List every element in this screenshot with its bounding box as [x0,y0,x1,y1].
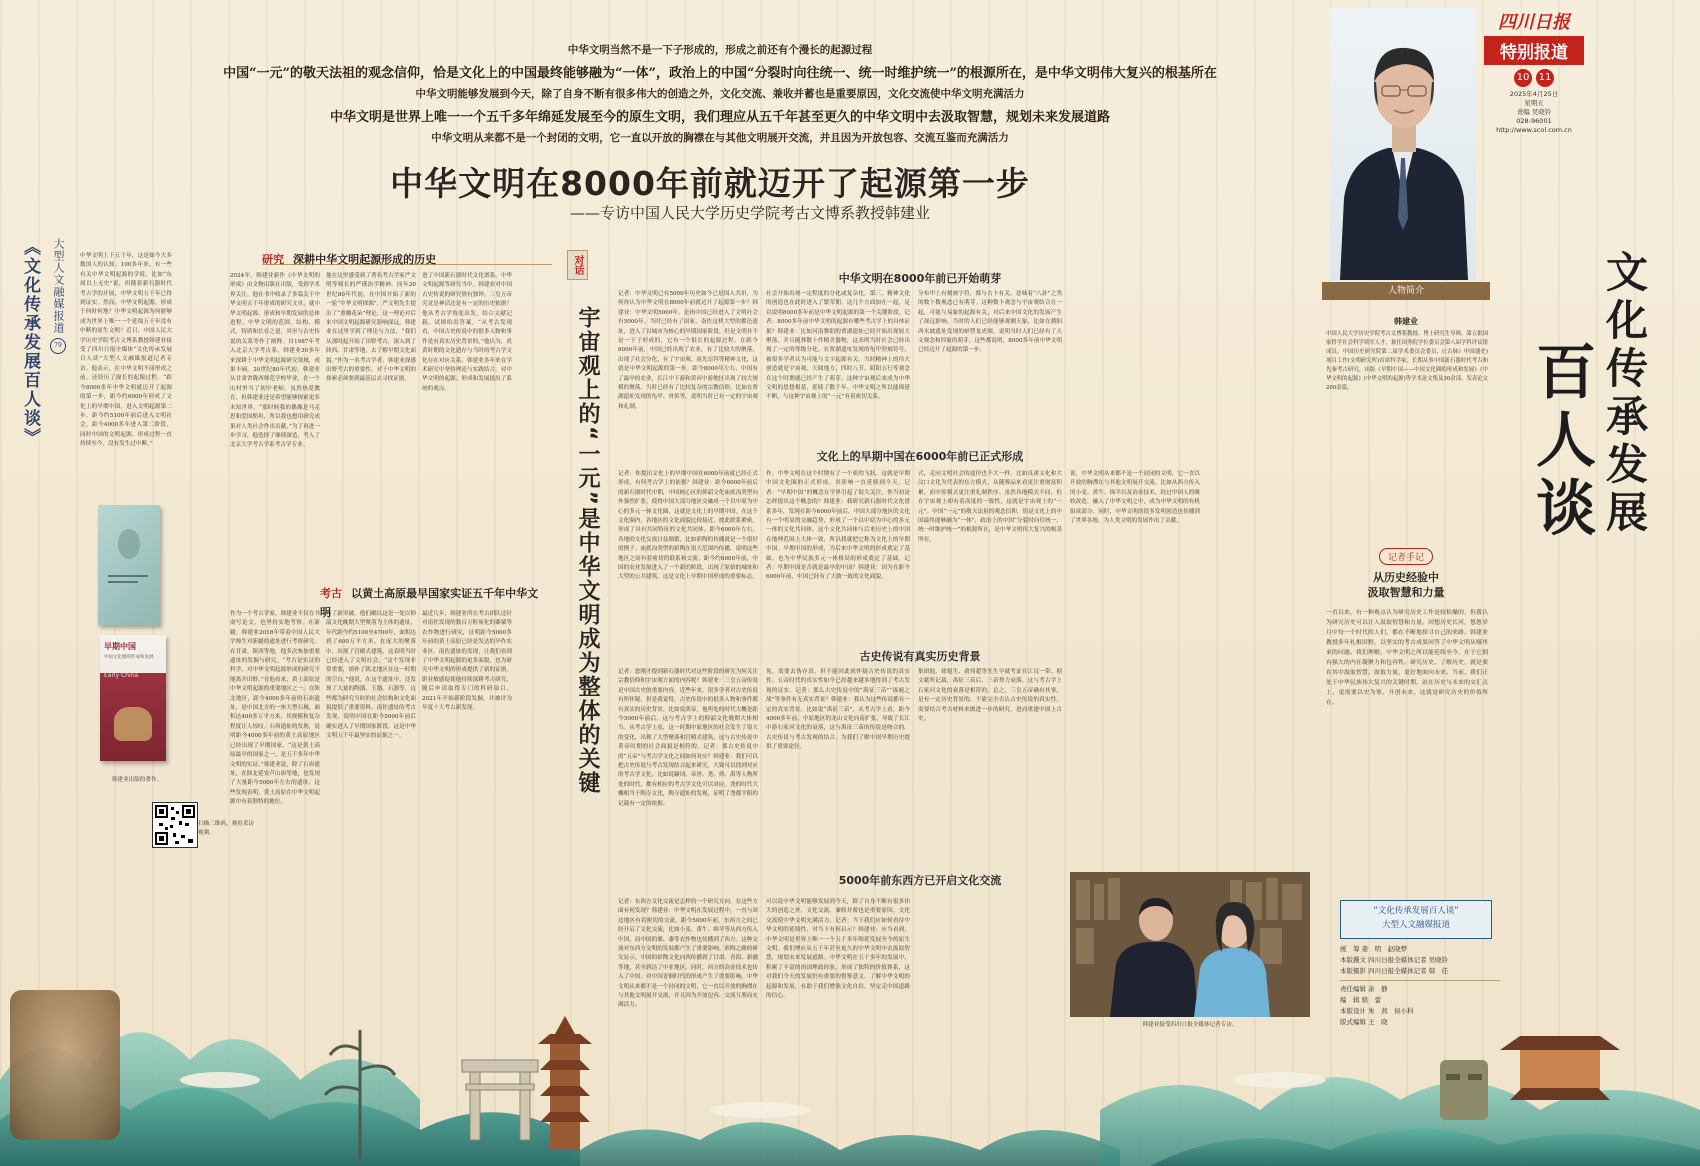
page-number-left: 10 [1514,69,1532,87]
intro-line-3: 中华文明能够发展到今天，除了自身不断有很多伟大的创造之外，文化交流、兼收并蓄也是重要原因，文化交流使中华文明充满活力 [415,88,1025,100]
credit-2: 本版撰文 四川日报全媒体记者 吴晓铃 [1340,956,1449,964]
issue-phone: 028-96001 [1516,117,1552,125]
credits-box-line1: “文化传承发展百人谈” [1373,906,1459,916]
dialogue-col-6: 作，中华文明在这个时期有了一个质的飞跃。这就是早期中国文化圈的正式形成，其影响一直延续到今天。记者：“早期中国”的概念在学界引起了很大关注，你当初是怎样提出这个概念的？韩建业：我研究新石器时代文化谱系多年，发现在距今6000年前后，中国大部分地区的文化有一个明显的交融趋势，形成了一个以中原为中心的多元一体的文化共同体。这个文化共同体与后来历史上的中国在地理范围上大体一致，所以我就把它称为文化上的早期中国。早期中国的形成，为后来中华文明的形成奠定了基础，也为中华民族多元一体格局的形成奠定了基础。记者：早期中国是否就是最早的中国？韩建业：因为在距今6000年前，中国已经有了大致一致的文化面貌。 [766,471,910,581]
dialogue-col-1: 记者：中华文明已有5000年历史如今已是国人共识，为何你认为中华文明在8000年前就迈开了起源第一步？韩建业：中华文明5000年，是指中国已经进入了文明社会有5000年。当时已经有了国家，南佐这样大型的都邑遗址，进入了以城市为核心的早期国家阶段。但是文明并不是一下子形成的，它有一个很长的起源过程。在距今8000年前，中国已经出现了农业，有了比较大的聚落，出现了社会分化，有了宇宙观、祖先崇拜等精神文化，这就是中华文明起源的第一步。距今8000年左右，中国有了最早的农业，长江中下游和黄河中游地区出现了较大规模的聚落。当时已经有了比较复杂的宗教信仰，比如在贾湖遗址发现的龟甲、骨笛等，说明当时已有一定的宇宙观和礼制。 [618,291,758,410]
duihua-badge [567,250,589,310]
body-col-2: 他在这里感受到了著名考古学家严文明等师长的严谨治学精神。同年20世纪80年代初，在中国开始了新的一轮“中华文明探源”，严文明先生提出了“重瓣花朵”理论，这一理论对后来中国文明起源研究影响深远。韩建业在这里学到了理论与方法，“我们从那时起开始了田野考古，深入到了陕西、甘肃等地，去了解早期文化面貌。”作为一名考古学者，韩建业深感田野考古的重要性，对于中华文明的探索必须要到最基层去寻找证据。 [326,273,416,383]
series-vertical-subtitle: 大型人文融媒报道 [52,238,65,334]
credit-6: 本版设计 朱 茜 侯小科 [1340,1007,1414,1015]
landscape-decoration [0,960,1700,1166]
book2-english: Early China [104,672,139,679]
section-yanjiu-header [262,248,552,265]
profile-name: 韩建业 [1394,317,1418,326]
jizhe-tag: 记者手记 [1379,548,1433,565]
calligraphy-line2: 百人谈 [1526,340,1596,544]
jizhe-badge [1356,545,1456,563]
dialogue-col-7: 免，需要去伪存真。但不能因此就怀疑古史传说的真实性。五帝时代的真实性如今已经越来越多地得到了考古发现的证实。记者：那么古史传说中的“禹征三苗”“涿鹿之战”等事件有无真实背景？韩建业：我认为这些传说都有一定的真实背景。比如说“禹征三苗”，从考古学上看，距今4000多年前，中原地区的龙山文化向南扩张，导致了长江中游石家河文化的衰落，这与禹征三苗的传说是吻合的。古史传说与考古发现的结合，为我们了解中国早期历史提供了重要途径。 [766,669,910,751]
credits-box [1340,900,1492,939]
book2-subtitle: 中国文化圈的形成和发展 [104,655,154,660]
profile-text: 中国人民大学历史学院考古文博系教授、博士研究生导师，第五批国家哲学社会科学领军人才，兼任国务院学位委员会第八届学科评议组成员、中国历史研究院第二届学术委员会委员、(《古脉》中国通史)项目工作(文明研究所)首席科学家。长期从事中国新石器时代考古和先秦考古研究，出版《早期中国——中国文化圈的形成和发展》《中华文明的起源》(中华文明的起源)等学术论文集及30余部。发表论文200余篇。 [1326,331,1488,391]
series-number: 79 [50,338,66,354]
jizhe-text: 一直以来，有一种观点认为研究历史工作是较枯燥的，但我认为研究历史可以让人汲取智慧和力量。回想历史长河，悠悠岁月中每一个时代的人们，都在不断地探寻自己的来路。韩建业教授多年扎根田野，以坚实的考古成果回答了中华文明从哪里来的问题。我们理解，中华文明之所以能延续至今，在于它拥有强大的内在凝聚力和包容性。研究历史、了解历史，就是要在其中汲取智慧、汲取力量，更好地面向未来。当前，我们正处于中华民族伟大复兴的关键时期，站在历史与未来的交汇点上，更需要以史为鉴、开创未来。这就是研究历史的价值所在。 [1326,610,1488,706]
left-intro-text: 中华文明上下五千年，这是如今大多数国人的认知。100多年来，有一些有关中华文明起源的学说，比如“东周以上无史”说，但随着新石器时代考古学的开展，中华文明五千年已得到证实。然而，中华文明起源，形成于何时何地？中华文明起源为何能够成为世界上唯一一个延绵五千年没有中断的原生文明？近日，中国人民大学历史学院考古文博系教授韩建业接受了四川日报全媒体“文化传承发展百人谈”大型人文融媒报道记者专访。他表示，在中华文明不同形成之前，还经历了漫长的起源过程。“距今8000多年中华文明就迈开了起源的第一步，距今约6000年形成了文化上的早期中国，进入文明起源第二步，距今约5100年前后进入文明社会，距今4000多年进入第二阶段，同时中国的文明起源、形成过程一直持续至今，没有发生过中断。” [80,253,172,448]
credit-4: 责任编辑 余 静 [1340,985,1388,993]
dialogue-col-9: 分布甲上有刻画字符，都与占卜有关，意味着“八卦”之类的数卜数观念已有萌芽。这种数卜观念与宇宙观结合在一起，可能与易象的起源有关，对后来中国文化的发展产生了深远影响。当时的人们已经能够观测天象，比如在濮阳西水坡遗址发现的蚌塑龙虎图，说明当时人们已经有了天文观念和四象的萌芽。这些都说明，8000多年前中华文明已经迈开了起源的第一步。 [918,291,1062,354]
jizhe-title-line2: 汲取智慧和力量 [1367,586,1445,599]
profile-label: 人物简介 [1322,282,1490,300]
dialogue-col-4: 记者：东西方文化交流是怎样的一个研究方向，在这些方面有何发现？韩建业：中华文明在发展过程中，一直与周边地区有着密切的交流。距今5000年前，东西方之间已经开启了文化交流，比如小麦、黄牛、绵羊等从西方传入中国，而中国的粟、黍等农作物也传播到了西方。这种交流对东西方文明的发展都产生了重要影响。彩陶之路的研究显示，中国的彩陶文化向西传播到了甘肃、青海、新疆等地，甚至到达了中亚地区。同时，西方的冶金技术也传入了中国，对中国青铜时代的形成产生了重要影响。中华文明从来都不是一个封闭的文明，它一直以开放的胸襟在与其他文明展开交流，并且因为开放包容、交流互鉴而充满活力。 [618,899,758,1009]
dialogue-col-3: 记者：您刚才提到新石器时代对这些阶段的研究为何关注宗教信仰和宇宙观方面的内容呢？韩建业：三皇五帝传说是中国古史的重要内容，近些年来，很多学者对古史传说有所怀疑，但是我觉得，古史传说中的很多人物和事件都有真实的历史背景。比如说黄帝，他所处的时代大概是距今5000年前后，这与考古学上的仰韶文化晚期大体相当。从考古学上看，这一时期中原地区的社会发生了很大的变化，出现了大型聚落和宫殿式建筑，这与古史传说中黄帝时期的社会面貌是相符的。记者：那古史传说中的“五帝”与考古学文化之间如何对应？韩建业：我们可以把古史传说与考古发现结合起来研究，大致可以找到对应的考古学文化。比如说颛顼、帝喾、尧、舜、禹等人物所处的时代，都有相应的考古学文化可以对应。尧的时代大概相当于陶寺文化，陶寺遗址的发现，证明了尧都平阳的记载有一定的依据。 [618,669,758,807]
issue-date: 2025年4月25日 [1509,90,1559,98]
body-col-6: 有了新突破。他们确认这是一处以仰韶文化晚期大型聚落为主体的遗址，年代距今约5100至4700年，面积达到了600万平方米。在庞大的聚落中，出现了宫殿式建筑，这表明当时已经进入了文明社会。“这个发现非常重要，填补了陕北地区在这一时期的空白。”他说，在这个遗址中，还发现了大量的陶器、玉器、石器等，这些都为研究当时的社会结构和文化面貌提供了重要资料。南佐遗址的考古发现，说明中国在距今5000年前后确实进入了早期国家阶段，这是中华文明五千年最坚实的证据之一。 [326,611,416,740]
jizhe-title-line1: 从历史经验中 [1373,571,1439,584]
duihua-vertical-title: 宇宙观上的“一元”是中华文明成为整体的关键 [575,306,600,795]
credit-7: 版式编辑 王 晓 [1340,1018,1388,1026]
dialogue-col-2: 记者：你提出文化上的早期中国在6000年前就已经正式形成，有何考古学上的依据？韩建业：距今6000年前后的新石器时代中期，中国核心区的仰韶文化庙底沟类型向外强烈扩张，使得中国大部分地区交融成一个以中原为中心的多元一体文化圈，这就是文化上的早期中国。在这个文化圈内，各地区的文化面貌比较接近，彼此联系紧密，形成了具有共同特征的文化共同体。距今6000年左右，各地的文化交流日益频繁，比如彩陶的传播就是一个很好的例子。庙底沟类型的彩陶在很大范围内传播，说明这些地区之间有着密切的联系和交流。距今约6000年前，中国的农业发展进入了一个新的阶段，出现了原始的城址和大型的公共建筑，这是文化上早期中国形成的重要标志。 [618,471,758,581]
dialogue-col-8: 可以说中华文明能够发展到今天，除了自身不断有很多伟大的创造之外，文化交流、兼收并蓄也是重要原因。文化交流使中华文明充满活力。记者：当下我们应如何看待中华文明的延续性，对当下有何启示？韩建业：应当看到，中华文明是世界上唯一一个五千多年绵延发展至今的原生文明。我们理应从五千年甚至更久的中华文明中去汲取智慧，规划未来发展道路。中华文明在五千多年的发展中，积累了丰富的治国理政经验，形成了独特的价值体系，这对我们今天的发展仍有重要的借鉴意义。了解中华文明的起源和发展，有助于我们增强文化自信，坚定走中国道路的信心。 [766,899,910,1000]
portrait-illustration [1330,8,1476,280]
body-col-1: 2024年，韩建业新作《中华文明的形成》由文物出版社出版，受到学术界关注。他在书中收录了多篇关于中华文明五千年形成的研究文章，就中华文明起源、形成和早期发展的总体进程，中华文明的范围、结构、模式、特质和长存之道，其至与古史传说的关系等作了阐释。自1987年考入北京大学考古系，韩建业30多年来深耕于中华文明起源研究领域，成果丰硕。20世纪80年代初，韩建业从甘肃省陇西师范学校毕业，在一个山村里当了初中老师。虽然热爱教育，但韩建业还是希望能够探索更多未知世界。“那时候我的偶像是马克思和爱因斯坦，所以我也想用研究成果对人类社会作出贡献。”为了再进一步学习，他选择了继续深造，考入了北京大学考古学系考古学专业。 [230,273,320,449]
oracle-bone-decoration [10,990,120,1140]
book-cover-2 [100,635,166,761]
issue-editor: 责编 吴晓铃 [1516,108,1552,116]
subhead-3: 古史传说有真实历史背景 [859,650,981,663]
credits-box-line2: 大型人文融媒报道 [1381,920,1450,930]
body-col-3: 进了中国新石器时代文化谱系、中华文明起源等研究当中。韩建业对中国古史传说的研究情有独钟。三皇五帝究竟是神话还是有一定的历史依据？他从考古学角度出发，结合文献记载，试图给出答案。“从考古发现看，中国古史传说中的很多人物和事件是有真实历史背景的。”他认为，炎黄时期的文化遗存与当时的考古学文化存在对应关系。韩建业多年来在学术研究中坚持理论与实践结合，对中华文明的起源、形成和发展提出了系统的观点。 [422,273,512,392]
interview-photo-caption: 韩建业接受四川日报全媒体记者专访。 [1142,1022,1238,1028]
section-yanjiu-tag: 研究 [262,253,284,266]
subhead-1: 中华文明在8000年前已开始萌芽 [838,272,1002,285]
subhead-2: 文化上的早期中国在6000年前已正式形成 [816,450,1024,463]
book2-title: 早期中国 [104,642,136,651]
dialogue-col-11: 集团他，徐旭生、俞伟超等先生早就考证在江汉一带。据文献所记载，禹征三苗后，三苗势力衰落，这与考古学上石家河文化的衰落是相符的。总之，三皇五帝确有其事，是有一定历史背景的，不能完全否认古史传说的真实性，需要结合考古材料来做进一步的研究，进而重建中国上古史。 [918,669,1062,723]
series-vertical-sub-block [50,238,72,618]
qr-code-icon [153,803,197,847]
series-vertical-title: 《文化传承发展百人谈》 [20,238,40,447]
page-number-right: 11 [1536,69,1554,87]
intro-line-5: 中华文明从来都不是一个封闭的文明，它一直以开放的胸襟在与其他文明展开交流，并且因为开放包容、交流互鉴而充满活力 [431,132,1009,144]
paper-name: 四川日报 [1498,12,1570,33]
qr-caption: 扫描二维码，观看采访视频。 [198,821,254,836]
credit-5: 编 辑 骆 蕾 [1340,996,1382,1004]
section-kaogu-tag: 考古 [320,587,342,600]
issue-web[interactable]: http://www.scol.com.cn [1496,126,1572,134]
dialogue-col-12: 说，中华文明从来都不是一个封闭的文明，它一直以开放的胸襟在与其他文明展开交流。比如从西方传入的小麦、黄牛、绵羊以及冶金技术，经过中国人的吸收改造，融入了中华文明之中，成为中华文明的有机组成部分。同时，中华文明的很多发明创造也传播到了世界各地，为人类文明的发展作出了贡献。 [1070,471,1200,525]
portrait-photo [1330,8,1476,280]
section-kaogu-title: 以黄土高原最早国家实证五千年中华文明 [320,587,539,619]
calligraphy-line1: 文化传承发展 [1600,250,1649,538]
intro-line-1: 中华文明当然不是一下子形成的，形成之前还有个漫长的起源过程 [567,44,873,56]
intro-line-2: 中国“一元”的敬天法祖的观念信仰，恰是文化上的中国最终能够融为“一体”，政治上的中国“分裂时向往统一、统一时维护统一”的根源所在，是中华文明伟大复兴的根基所在 [223,66,1217,81]
jizhe-title [1326,570,1486,600]
intro-line-4: 中华文明是世界上唯一一个五千多年绵延发展至今的原生文明，我们理应从五千年甚至更久的中华文明中去汲取智慧，规划未来发展道路 [329,110,1110,125]
credit-3: 本版摄影 四川日报全媒体记者 韩 佳 [1340,967,1449,975]
book-cover-1 [98,505,160,625]
duihua-tag: 对话 [567,250,588,280]
books-caption: 韩建业出版的著作。 [111,777,163,783]
body-col-5: 作为一个考古学家，韩建业不仅在书斋写论文，也坚持实地考察。在新疆，韩建业2018年带着中国人民大学师生对新疆的遗址进行考察研究。在甘肃、陕西等地，他多次参加重要遗址的发掘与研究。“考古是实证的科学，对中华文明起源形成的研究不能离开田野。”在他看来，黄土高原是中华文明起源的重要地区之一。在陕北地区，距今4000多年前的石峁遗址，是中国北方的一座大型石城，面积达400多万平方米，其规模和复杂程度让人惊叹。石峁遗址的发现，说明距今4000多年前的黄土高原地区已经出现了早期国家。“这是黄土高原最早的国家之一，是五千多年中华文明的实证。”韩建业说，除了石峁遗址，在陕北延安芦山峁等地，也发现了大量距今5000年左右的遗址，这些发现表明，黄土高原在中华文明起源中有着独特的地位。 [230,611,320,806]
dialogue-col-10: 式，走向文明社会的途径也不大一样，比如良渚文化和大汶口文化为代表的东方模式，从随葬品来看更注重财富积累，而中原模式更注重礼制秩序。虽然各地模式不同，但在宇宙观上却有着高度的一致性，这就是宇宙观上的“一元”。中国“一元”的敬天法祖的观念信仰，恰是文化上的中国最终能够融为“一体”，政治上的中国“分裂时向往统一、统一时维护统一”的根源所在，是中华文明伟大复兴的根基所在。 [918,471,1062,543]
qr-code[interactable] [152,802,198,848]
headline-title: 中华文明在8000年前就迈开了起源第一步 [390,164,1030,203]
subhead-4: 5000年前东西方已开启文化交流 [838,874,1002,887]
credit-1: 统 筹 姜 明 赵晓梦 [1340,945,1408,953]
series-vertical-block [18,238,48,608]
section-label: 特别报道 [1484,36,1584,65]
issue-weekday: 星期五 [1524,99,1544,107]
dialogue-col-5: 社会开始出现一定程度的分化或复杂化。第三，精神文化的创造也在此时进入了繁荣期。这几个方面加在一起，足以说明8000多年前是中华文明起源的第一个关键阶段。记者：8000多年前中华文明的起源有哪些考古学上的具体证据？韩建业：比如河南舞阳的贾湖遗址已经开始出现较大聚落，并且随葬数十件精美器物，这表明当时社会已经出现了一定的等级分化。在贾湖遗址发现的龟甲契刻符号，被很多学者认为可能与文字起源有关。当时精神上的伟大创造就是宇宙观，天圆地方、四时八节、阴阳五行等观念在这个时期就已经产生了萌芽。这种宇宙观后来成为中华文明的思想根基，延续了数千年。中华文明之所以能绵延不断，与这种宇宙观上的“一元”有着密切关系。 [766,291,910,401]
masthead [1484,8,1584,135]
body-col-7: 最近几年，韩建业所在考古团队还针对南佐发现的数百万粒炭化的黍粟等农作物进行研究，证明距今5000多年前的黄土高原已经是发达的旱作农业区。南佐遗址的发现，让我们看到了中华文明起源的更多面貌，也为研究中华文明的形成提供了新的证据。职业敏感促使他持续深耕考古研究，随后申请取得专门的科研项目，2021年开始新阶段发掘，并被评为年度十大考古新发现。 [422,611,512,712]
headline-subtitle: ——专访中国人民大学历史学院考古文博系教授韩建业 [569,204,930,222]
section-kaogu-header [320,582,540,619]
section-yanjiu-title: 深耕中华文明起源形成的历史 [293,253,437,266]
